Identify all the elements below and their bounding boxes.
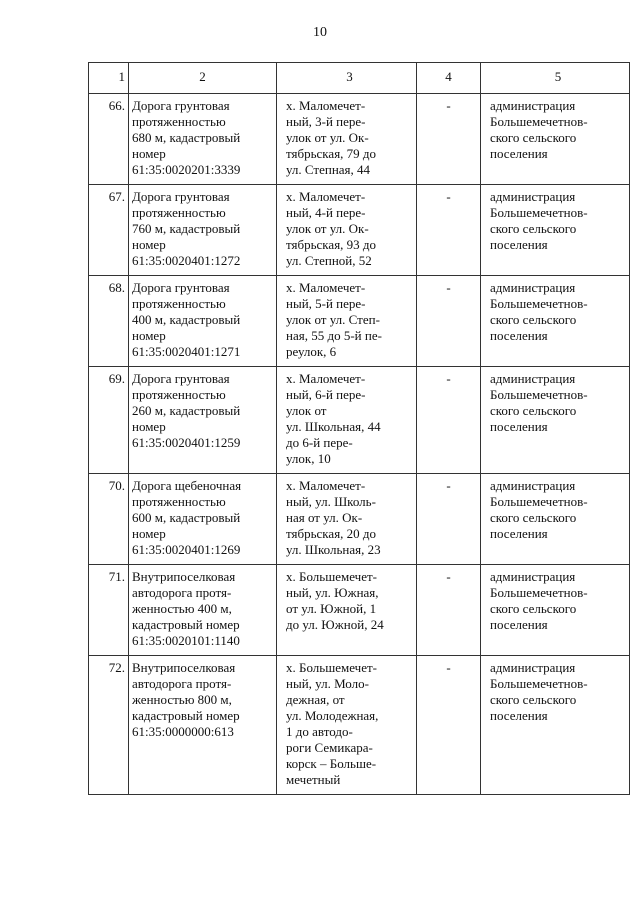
owner-line: поселения bbox=[490, 526, 548, 541]
owner-cell bbox=[481, 185, 630, 276]
column-4-value: - bbox=[417, 367, 481, 474]
table-row bbox=[89, 367, 630, 474]
road-description-line: 600 м, кадастровый bbox=[132, 510, 241, 525]
road-description-line: номер bbox=[132, 419, 166, 434]
road-location-line: дежная, от bbox=[286, 692, 345, 707]
owner-cell bbox=[481, 656, 630, 795]
column-4-value: - bbox=[417, 565, 481, 656]
owner-line: ского сельского bbox=[490, 221, 577, 236]
column-header-1: 1 bbox=[89, 63, 129, 94]
table-row bbox=[89, 474, 630, 565]
column-header-4: 4 bbox=[417, 63, 481, 94]
road-location-line: ул. Степной, 52 bbox=[286, 253, 372, 268]
owner-cell bbox=[481, 94, 630, 185]
road-description-line: автодорога протя- bbox=[132, 585, 232, 600]
road-description-line: Внутрипоселковая bbox=[132, 660, 236, 675]
road-location-line: мечетный bbox=[286, 772, 341, 787]
roads-table bbox=[88, 62, 630, 795]
page-number: 10 bbox=[313, 25, 327, 40]
road-location-line: улок, 10 bbox=[286, 451, 331, 466]
column-header-3: 3 bbox=[277, 63, 417, 94]
road-description-cell bbox=[129, 94, 277, 185]
road-description-cell bbox=[129, 367, 277, 474]
column-4-value: - bbox=[417, 656, 481, 795]
road-description-line: женностью 800 м, bbox=[132, 692, 232, 707]
owner-line: администрация bbox=[490, 478, 576, 493]
road-location-cell bbox=[277, 185, 417, 276]
owner-line: поселения bbox=[490, 708, 548, 723]
road-location-line: ный, 6-й пере- bbox=[286, 387, 366, 402]
owner-line: ского сельского bbox=[490, 312, 577, 327]
row-number: 72. bbox=[89, 656, 129, 795]
road-description-line: 61:35:0020401:1259 bbox=[132, 435, 241, 450]
road-location-line: корск – Больше- bbox=[286, 756, 377, 771]
owner-cell bbox=[481, 474, 630, 565]
road-location-line: ул. Степная, 44 bbox=[286, 162, 371, 177]
owner-line: поселения bbox=[490, 617, 548, 632]
road-location-cell bbox=[277, 94, 417, 185]
road-location-line: х. Большемечет- bbox=[286, 660, 377, 675]
road-location-line: ул. Школьная, 44 bbox=[286, 419, 381, 434]
road-description-cell bbox=[129, 656, 277, 795]
road-description-cell bbox=[129, 185, 277, 276]
road-description-line: автодорога протя- bbox=[132, 676, 232, 691]
road-location-line: тябрьская, 79 до bbox=[286, 146, 377, 161]
owner-line: Большемечетнов- bbox=[490, 296, 588, 311]
owner-cell bbox=[481, 565, 630, 656]
road-description-line: 260 м, кадастровый bbox=[132, 403, 241, 418]
road-description-line: протяженностью bbox=[132, 387, 226, 402]
road-description-line: 61:35:0020401:1272 bbox=[132, 253, 241, 268]
table-body bbox=[89, 94, 630, 795]
row-number: 71. bbox=[89, 565, 129, 656]
owner-line: Большемечетнов- bbox=[490, 676, 588, 691]
road-location-line: ный, ул. Школь- bbox=[286, 494, 376, 509]
row-number: 66. bbox=[89, 94, 129, 185]
road-location-line: ная, 55 до 5-й пе- bbox=[286, 328, 382, 343]
column-header-2: 2 bbox=[129, 63, 277, 94]
road-location-line: реулок, 6 bbox=[286, 344, 337, 359]
road-location-line: до ул. Южной, 24 bbox=[286, 617, 384, 632]
row-number: 67. bbox=[89, 185, 129, 276]
road-description-line: 760 м, кадастровый bbox=[132, 221, 241, 236]
road-description-line: 61:35:0000000:613 bbox=[132, 724, 234, 739]
road-description-line: кадастровый номер bbox=[132, 617, 240, 632]
road-description-line: Дорога щебеночная bbox=[132, 478, 242, 493]
road-description-line: протяженностью bbox=[132, 296, 226, 311]
owner-line: поселения bbox=[490, 237, 548, 252]
road-location-line: х. Маломечет- bbox=[286, 280, 366, 295]
road-location-line: улок от ул. Ок- bbox=[286, 130, 369, 145]
road-location-line: 1 до автодо- bbox=[286, 724, 353, 739]
road-description-line: номер bbox=[132, 526, 166, 541]
road-description-line: номер bbox=[132, 237, 166, 252]
road-description-line: 61:35:0020201:3339 bbox=[132, 162, 241, 177]
owner-line: ского сельского bbox=[490, 130, 577, 145]
road-location-cell bbox=[277, 474, 417, 565]
road-description-line: Дорога грунтовая bbox=[132, 189, 230, 204]
owner-line: Большемечетнов- bbox=[490, 387, 588, 402]
road-location-line: ная от ул. Ок- bbox=[286, 510, 363, 525]
row-number: 68. bbox=[89, 276, 129, 367]
road-location-cell bbox=[277, 276, 417, 367]
road-location-line: роги Семикара- bbox=[286, 740, 373, 755]
row-number: 70. bbox=[89, 474, 129, 565]
owner-line: администрация bbox=[490, 569, 576, 584]
column-4-value: - bbox=[417, 94, 481, 185]
owner-line: ского сельского bbox=[490, 601, 577, 616]
road-location-line: улок от bbox=[286, 403, 327, 418]
road-location-line: улок от ул. Ок- bbox=[286, 221, 369, 236]
road-description-line: Дорога грунтовая bbox=[132, 280, 230, 295]
owner-line: администрация bbox=[490, 280, 576, 295]
road-location-cell bbox=[277, 656, 417, 795]
road-location-cell bbox=[277, 367, 417, 474]
owner-line: администрация bbox=[490, 660, 576, 675]
road-description-cell bbox=[129, 474, 277, 565]
road-location-line: ный, 3-й пере- bbox=[286, 114, 366, 129]
owner-line: Большемечетнов- bbox=[490, 585, 588, 600]
road-location-line: до 6-й пере- bbox=[286, 435, 353, 450]
road-description-line: 400 м, кадастровый bbox=[132, 312, 241, 327]
owner-line: администрация bbox=[490, 98, 576, 113]
column-header-5: 5 bbox=[481, 63, 630, 94]
owner-cell bbox=[481, 367, 630, 474]
table-row bbox=[89, 276, 630, 367]
road-description-cell bbox=[129, 565, 277, 656]
road-location-cell bbox=[277, 565, 417, 656]
road-description-line: номер bbox=[132, 328, 166, 343]
owner-line: поселения bbox=[490, 419, 548, 434]
road-location-line: х. Маломечет- bbox=[286, 371, 366, 386]
table-header-row bbox=[89, 63, 630, 94]
road-location-line: от ул. Южной, 1 bbox=[286, 601, 377, 616]
owner-line: Большемечетнов- bbox=[490, 205, 588, 220]
road-location-line: х. Маломечет- bbox=[286, 98, 366, 113]
road-location-line: ный, 4-й пере- bbox=[286, 205, 366, 220]
owner-line: ского сельского bbox=[490, 510, 577, 525]
road-description-line: протяженностью bbox=[132, 114, 226, 129]
road-description-line: 61:35:0020401:1269 bbox=[132, 542, 241, 557]
owner-line: поселения bbox=[490, 328, 548, 343]
road-description-line: 61:35:0020101:1140 bbox=[132, 633, 240, 648]
road-description-line: женностью 400 м, bbox=[132, 601, 232, 616]
owner-line: поселения bbox=[490, 146, 548, 161]
road-description-line: протяженностью bbox=[132, 205, 226, 220]
table-row bbox=[89, 656, 630, 795]
owner-line: Большемечетнов- bbox=[490, 114, 588, 129]
road-description-line: Внутрипоселковая bbox=[132, 569, 236, 584]
road-description-line: 680 м, кадастровый bbox=[132, 130, 241, 145]
owner-cell bbox=[481, 276, 630, 367]
table-row bbox=[89, 185, 630, 276]
owner-line: администрация bbox=[490, 189, 576, 204]
road-description-line: Дорога грунтовая bbox=[132, 98, 230, 113]
owner-line: администрация bbox=[490, 371, 576, 386]
road-location-line: тябрьская, 20 до bbox=[286, 526, 377, 541]
road-description-line: протяженностью bbox=[132, 494, 226, 509]
road-location-line: ный, 5-й пере- bbox=[286, 296, 366, 311]
road-description-line: Дорога грунтовая bbox=[132, 371, 230, 386]
road-location-line: х. Большемечет- bbox=[286, 569, 377, 584]
column-4-value: - bbox=[417, 276, 481, 367]
table-row bbox=[89, 565, 630, 656]
owner-line: Большемечетнов- bbox=[490, 494, 588, 509]
column-4-value: - bbox=[417, 474, 481, 565]
road-location-line: ул. Молодежная, bbox=[286, 708, 379, 723]
column-4-value: - bbox=[417, 185, 481, 276]
road-description-line: кадастровый номер bbox=[132, 708, 240, 723]
table-row bbox=[89, 94, 630, 185]
road-location-line: ный, ул. Южная, bbox=[286, 585, 379, 600]
road-description-line: номер bbox=[132, 146, 166, 161]
owner-line: ского сельского bbox=[490, 692, 577, 707]
road-description-line: 61:35:0020401:1271 bbox=[132, 344, 241, 359]
owner-line: ского сельского bbox=[490, 403, 577, 418]
road-location-line: ный, ул. Моло- bbox=[286, 676, 369, 691]
road-location-line: тябрьская, 93 до bbox=[286, 237, 377, 252]
road-location-line: улок от ул. Степ- bbox=[286, 312, 380, 327]
row-number: 69. bbox=[89, 367, 129, 474]
road-location-line: х. Маломечет- bbox=[286, 478, 366, 493]
road-location-line: х. Маломечет- bbox=[286, 189, 366, 204]
road-description-cell bbox=[129, 276, 277, 367]
road-location-line: ул. Школьная, 23 bbox=[286, 542, 381, 557]
